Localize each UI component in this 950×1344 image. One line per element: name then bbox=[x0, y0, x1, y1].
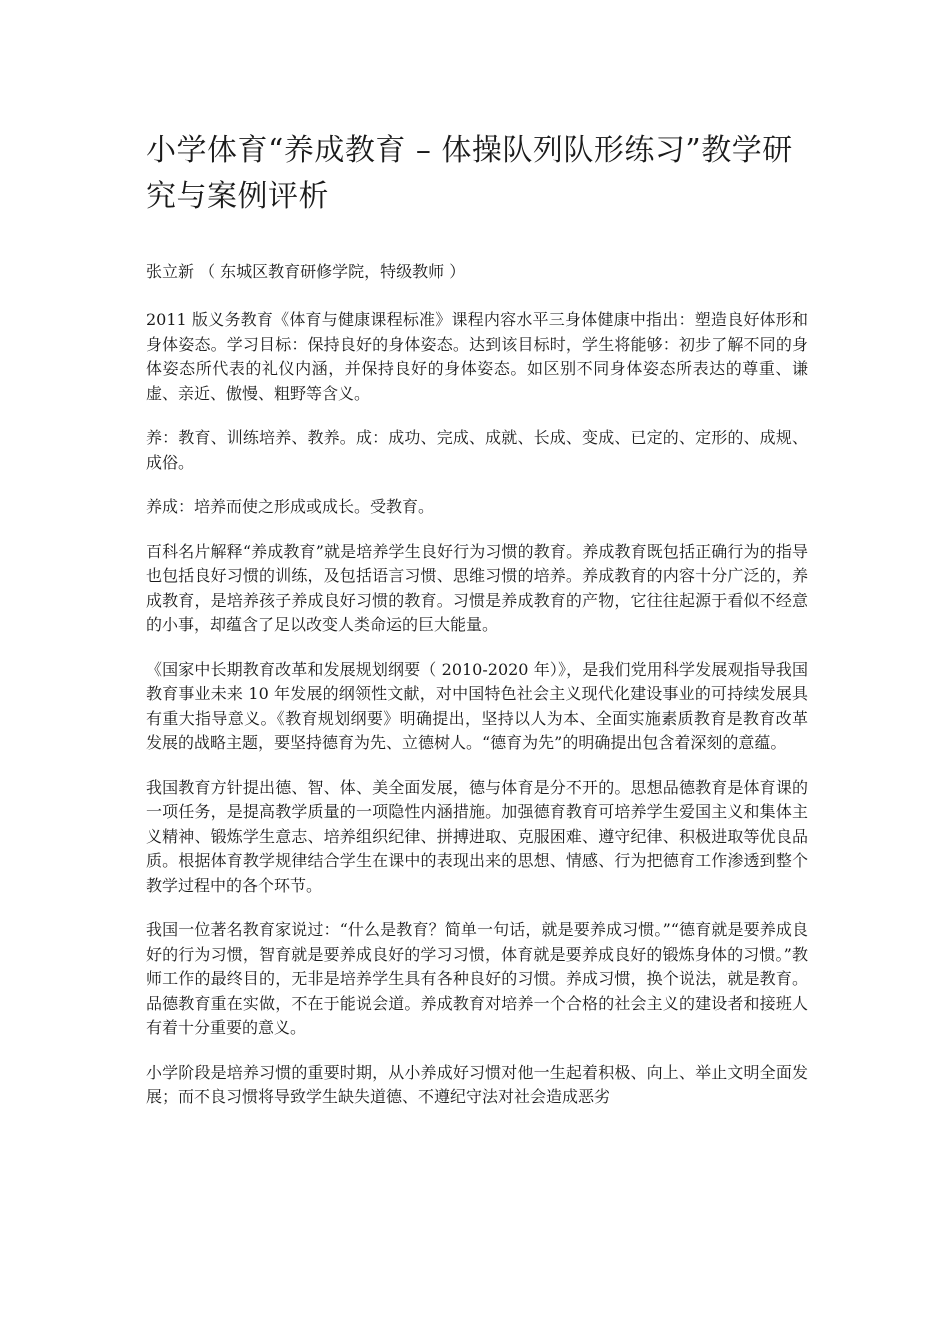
paragraph-standard: 2011 版义务教育《体育与健康课程标准》课程内容水平三身体健康中指出：塑造良好体形和身体姿态。学习目标：保持良好的身体姿态。达到该目标时，学生将能够：初步了解不同的身体姿态所代表的礼仪内涵，并保持良好的身体姿态。如区别不同身体姿态所表达的尊重、谦虚、亲近、傲慢、粗野等含义。 bbox=[146, 310, 808, 403]
paragraph-yang-cheng-definition: 养：教育、训练培养、教养。成：成功、完成、成就、长成、变成、已定的、定形的、成规、成俗。 bbox=[146, 428, 808, 472]
paragraph-primary-stage: 小学阶段是培养习惯的重要时期，从小养成好习惯对他一生起着积极、向上、举止文明全面发展；而不良习惯将导致学生缺失道德、不遵纪守法对社会造成恶劣 bbox=[146, 1062, 808, 1106]
paragraph-educator-quote: 我国一位著名教育家说过：“什么是教育？简单一句话，就是要养成习惯。”“德育就是要养成良好的行为习惯，智育就是要养成良好的学习习惯，体育就是要养成良好的锻炼身体的习惯。”教师工作的最终目的，无非是培养学生具有各种良好的习惯。养成习惯，换个说法，就是教育。品德教育重在实做，不在于能说会道。养成教育对培养一个合格的社会主义的建设者和接班人有着十分重要的意义。 bbox=[146, 920, 808, 1037]
paragraph-national-plan: 《国家中长期教育改革和发展规划纲要（ 2010-2020 年）》，是我们党用科学发展观指导我国教育事业未来 10 年发展的纲领性文献，对中国特色社会主义现代化建设事业的可持续发展具有重大指导意义。《教育规划纲要》明确提出，坚持以人为本、全面实施素质教育是教育改革发展的战略主题，要坚持德育为先、立德树人。“德育为先”的明确提出包含着深刻的意蕴。 bbox=[146, 659, 808, 752]
paragraph-education-policy: 我国教育方针提出德、智、体、美全面发展，德与体育是分不开的。思想品德教育是体育课的一项任务，是提高教学质量的一项隐性内涵措施。加强德育教育可培养学生爱国主义和集体主义精神、锻炼学生意志、培养组织纪律、拼搏进取、克服困难、遵守纪律、积极进取等优良品质。根据体育教学规律结合学生在课中的表现出来的思想、情感、行为把德育工作渗透到整个教学过程中的各个环节。 bbox=[146, 777, 808, 895]
document-body bbox=[146, 128, 808, 1130]
paragraph-yangcheng-meaning: 养成：培养而使之形成或成长。受教育。 bbox=[146, 497, 435, 516]
paragraph-encyclopedia: 百科名片解释“养成教育”就是培养学生良好行为习惯的教育。养成教育既包括正确行为的指导也包括良好习惯的训练，及包括语言习惯、思维习惯的培养。养成教育的内容十分广泛的，养成教育，是培养孩子养成良好习惯的教育。习惯是养成教育的产物，它往往起源于看似不经意的小事，却蕴含了足以改变人类命运的巨大能量。 bbox=[146, 541, 808, 634]
document-title: 小学体育“养成教育 – 体操队列队形练习”教学研究与案例评析 bbox=[146, 133, 793, 214]
author-line: 张立新 （ 东城区教育研修学院，特级教师 ） bbox=[146, 262, 466, 281]
